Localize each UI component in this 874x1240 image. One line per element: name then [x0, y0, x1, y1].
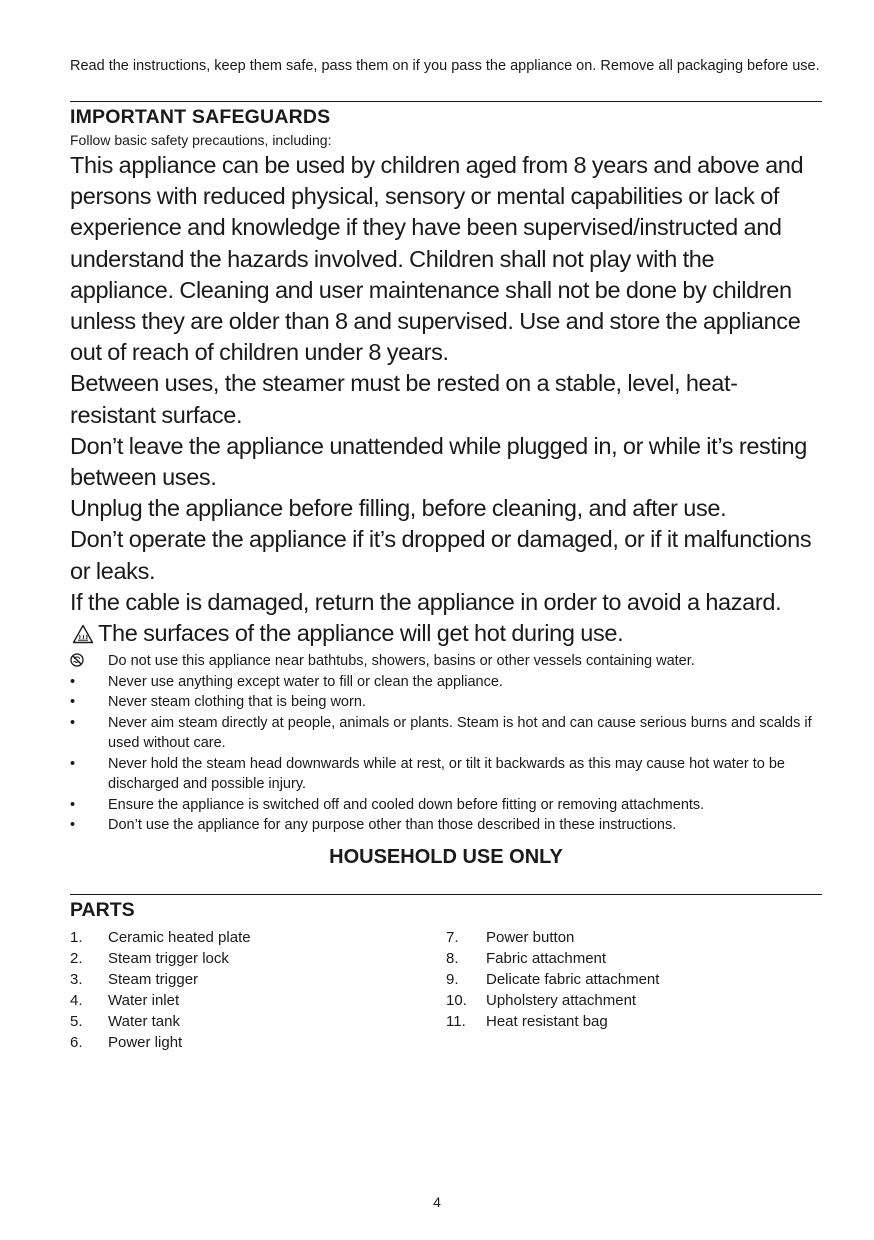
list-item: 5. Water tank: [70, 1012, 180, 1030]
list-item: 1. Ceramic heated plate: [70, 928, 251, 946]
list-item: 9. Delicate fabric attachment: [446, 970, 660, 988]
safeguards-paragraphs: [70, 150, 822, 649]
list-item: • Don’t use the appliance for any purpose other than those described in these instructions.: [70, 815, 822, 836]
paragraph-damaged: Don’t operate the appliance if it’s dropped or damaged, or if it malfunctions or leaks.: [70, 526, 812, 584]
list-item: • Never steam clothing that is being worn.: [70, 692, 822, 713]
intro-text: Read the instructions, keep them safe, pass them on if you pass the appliance on. Remove all packaging before use.: [70, 58, 820, 74]
hot-surface-warning: [70, 618, 822, 649]
safeguards-subtitle: Follow basic safety precautions, including:: [70, 132, 332, 148]
list-item: • Never hold the steam head downwards while at rest, or tilt it backwards as this may cause hot water to be discharged and possible injury.: [70, 755, 785, 793]
bullet-marker: •: [70, 714, 76, 731]
list-item: • Never use anything except water to fill or clean the appliance.: [70, 672, 822, 693]
parts-column-right: [446, 927, 822, 1053]
list-item: 10. Upholstery attachment: [446, 991, 637, 1009]
bullet-marker: •: [70, 755, 76, 772]
hot-warning-text: The surfaces of the appliance will get hot during use.: [98, 620, 624, 647]
paragraph-children: This appliance can be used by children aged from 8 years and above and persons with reduced physical, sensory or mental capabilities or lack of experience and knowledge if they have been supervised/instructed and understand the hazards involved. Children shall not play with the appliance. Cleaning and user maintenance shall not be done by children unless they are older than 8 and supervised. Use and store the appliance out of reach of children under 8 years.: [70, 152, 804, 366]
bullet-marker: •: [70, 694, 76, 711]
bullet-marker: •: [70, 817, 76, 834]
list-item: Do not use this appliance near bathtubs, showers, basins or other vessels containing water.: [70, 651, 822, 672]
parts-heading: PARTS: [70, 894, 822, 923]
list-item: 6. Power light: [70, 1033, 183, 1051]
list-item: 11. Heat resistant bag: [446, 1012, 608, 1030]
list-item: 8. Fabric attachment: [446, 949, 607, 967]
parts-list: [70, 927, 822, 1053]
paragraph-cable: If the cable is damaged, return the appliance in order to avoid a hazard.: [70, 588, 782, 615]
list-item: • Never aim steam directly at people, animals or plants. Steam is hot and can cause serious burns and scalds if used without care.: [70, 714, 812, 752]
paragraph-unattended: Don’t leave the appliance unattended while plugged in, or while it’s resting between uses.: [70, 432, 807, 491]
hot-surface-warning-icon: [72, 624, 94, 644]
manual-page: [70, 56, 822, 1053]
safeguards-heading: IMPORTANT SAFEGUARDS: [70, 101, 822, 130]
list-item: 7. Power button: [446, 928, 575, 946]
paragraph-rest-surface: Between uses, the steamer must be rested on a stable, level, heat-resistant surface.: [70, 370, 738, 428]
bullet-marker: •: [70, 796, 76, 813]
list-item: 4. Water inlet: [70, 991, 180, 1009]
paragraph-unplug: Unplug the appliance before filling, before cleaning, and after use.: [70, 495, 727, 522]
list-item: 2. Steam trigger lock: [70, 949, 229, 967]
household-use-heading: HOUSEHOLD USE ONLY: [329, 845, 563, 868]
safety-bullets: [70, 651, 822, 836]
list-item: • Ensure the appliance is switched off and cooled down before fitting or removing attachments.: [70, 795, 822, 816]
parts-column-left: [70, 927, 446, 1053]
no-water-icon: [70, 653, 84, 667]
bullet-marker: •: [70, 673, 76, 690]
page-number: 4: [433, 1194, 441, 1210]
list-item: 3. Steam trigger: [70, 970, 199, 988]
